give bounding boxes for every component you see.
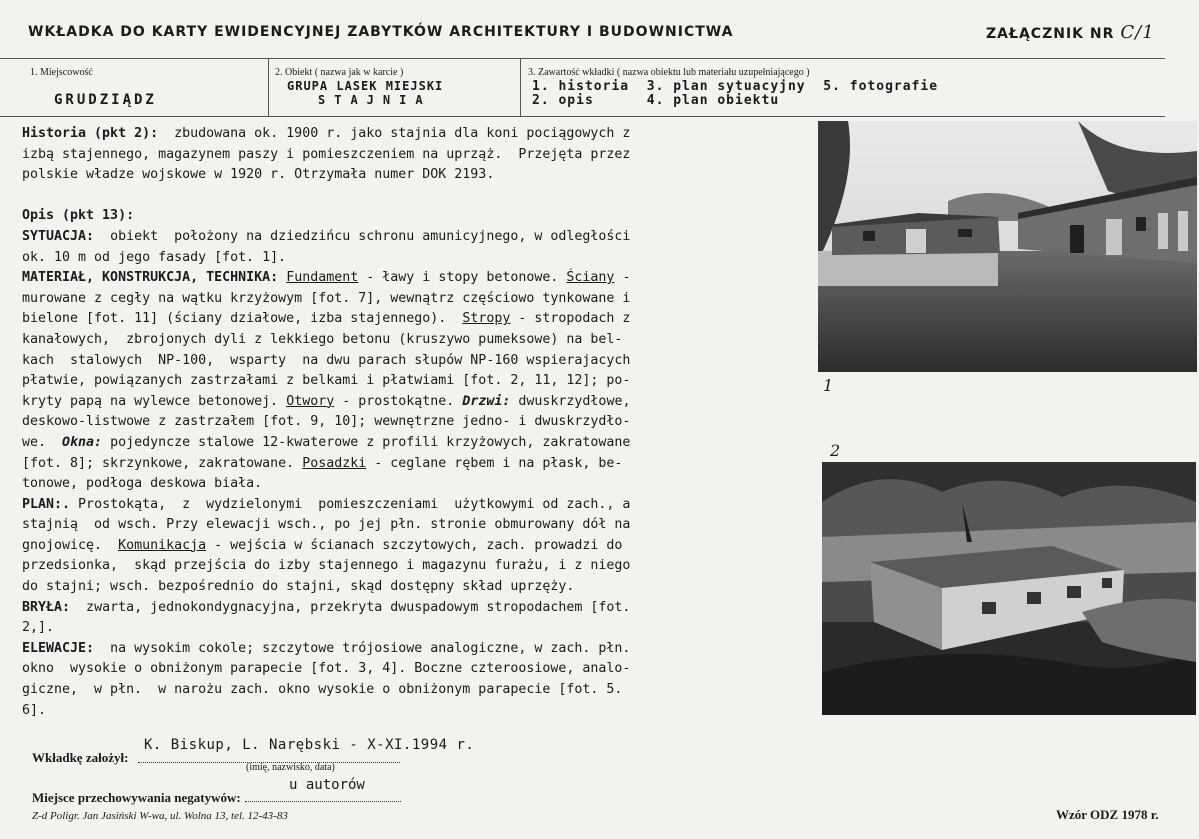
field-1-label: 1. Miejscowość <box>30 67 93 78</box>
sytuacja-label: SYTUACJA: <box>22 228 95 244</box>
plan-line2: stajnią od wsch. Przy elewacji wsch., po jej płn. stronie obmurowany dół na <box>22 517 631 533</box>
material-line3b: - stropodach z <box>510 311 631 327</box>
author-hint: (imię, nazwisko, data) <box>246 762 335 773</box>
material-line10a: [fot. 8]; skrzynkowe, zakratowane. <box>22 455 303 471</box>
elewacje-line3: giczne, w płn. w narożu zach. okno wysokie o obniżonym parapecie [fot. 5. <box>22 682 623 698</box>
plan-line4: przedsionka, skąd przejścia do izby stajennego i magazynu furażu, i z niego <box>22 558 631 574</box>
material-line2: murowane z cegły na wątku krzyżowym [fot. 7], wewnątrz częściowo tynkowane i <box>22 290 631 306</box>
elewacje-line4: 6]. <box>22 702 47 718</box>
document-title: WKŁADKA DO KARTY EWIDENCYJNEJ ZABYTKÓW ARCHITEKTURY I BUDOWNICTWA <box>28 24 734 40</box>
photo-1-stable-courtyard <box>818 121 1197 372</box>
sytuacja-line2: ok. 10 m od jego fasady [fot. 1]. <box>22 249 287 265</box>
material-line5: kach stalowych NP-100, wsparty na dwu parach słupów NP-160 wspierajacych <box>22 352 631 368</box>
posadzki-term: Posadzki <box>302 455 367 471</box>
material-line1-end: - <box>614 270 631 286</box>
author-label: Wkładkę założył: <box>32 750 129 765</box>
form-template: Wzór ODZ 1978 r. <box>1056 807 1159 822</box>
material-line1-text: - ławy i stopy betonowe. <box>358 270 567 286</box>
material-line9a: we. <box>22 434 63 450</box>
material-line7c: dwuskrzydłowe, <box>510 393 631 409</box>
header-rule-bottom <box>0 116 1165 117</box>
storage-label: Miejsce przechowywania negatywów: <box>32 790 241 805</box>
material-line8: deskowo-listwowe z zastrzałem [fot. 9, 10]; wewnętrzne jedno- i dwuskrzydło- <box>22 414 631 430</box>
otwory-term: Otwory <box>286 393 335 409</box>
sciany-term: Ściany <box>566 270 615 286</box>
annex-label: ZAŁĄCZNIK NR <box>986 26 1115 42</box>
field-3-line2: 2. opis 4. plan obiektu <box>532 93 780 108</box>
opis-label: Opis (pkt 13): <box>22 208 135 224</box>
field-3-line1: 1. historia 3. plan sytuacyjny 5. fotografie <box>532 79 939 94</box>
annex-value: C/1 <box>1120 22 1155 43</box>
plan-line3b: - wejścia w ścianach szczytowych, zach. prowadzi do <box>206 537 623 553</box>
okna-term: Okna: <box>62 434 103 450</box>
plan-label: PLAN:. <box>22 496 71 512</box>
bryla-label: BRYŁA: <box>22 599 71 615</box>
historia-line1: zbudowana ok. 1900 r. jako stajnia dla koni pociągowych z <box>158 126 631 141</box>
sytuacja-line1: obiekt położony na dziedzińcu schronu amunicyjnego, w odległości <box>94 228 631 244</box>
elewacje-label: ELEWACJE: <box>22 640 95 656</box>
historia-line3: polskie władze wojskowe w 1920 r. Otrzymała numer DOK 2193. <box>22 167 495 183</box>
material-line6: płatwie, powiązanych zastrzałami z belkami i płatwiami [fot. 2, 11, 12]; po- <box>22 373 631 389</box>
komunikacja-term: Komunikacja <box>118 537 207 553</box>
field-2-value-line2: STAJNIA <box>318 93 432 107</box>
annex-number <box>986 22 1155 43</box>
field-divider-1 <box>268 58 269 116</box>
photo-1-caption: 1 <box>823 376 834 395</box>
author-value: K. Biskup, L. Narębski - X-XI.1994 r. <box>144 737 475 753</box>
field-2-label: 2. Obiekt ( nazwa jak w karcie ) <box>275 67 404 78</box>
material-line7b: - prostokątne. <box>334 393 463 409</box>
elewacje-line1: na wysokim cokole; szczytowe trójosiowe analogiczne, w zach. płn. <box>94 640 631 656</box>
drzwi-term: Drzwi: <box>462 393 511 409</box>
field-divider-2 <box>520 58 521 116</box>
elewacje-line2: okno wysokie o obniżonym parapecie [fot. 3, 4]. Boczne czteroosiowe, analo- <box>22 661 631 677</box>
plan-line1: Prostokąta, z wydzielonymi pomieszczeniami użytkowymi od zach., a <box>70 496 631 512</box>
storage-dotted-line <box>245 801 401 802</box>
plan-line5: do stajni; wsch. bezpośrednio do stajni, skąd dostępny skład uprzęży. <box>22 579 575 595</box>
printer-note: Z-d Poligr. Jan Jasiński W-wa, ul. Wolna 13, tel. 12-43-83 <box>32 810 288 822</box>
photo-2-caption: 2 <box>830 441 841 460</box>
field-1-value: GRUDZIĄDZ <box>54 92 157 108</box>
historia-line2: izbą stajennego, magazynem paszy i pomieszczeniem na uprząż. Przejęta przez <box>22 146 631 162</box>
material-line11: tonowe, podłoga deskowa biała. <box>22 476 263 492</box>
description-body <box>22 124 798 721</box>
material-label: MATERIAŁ, KONSTRUKCJA, TECHNIKA: <box>22 270 279 286</box>
material-line10b: - ceglane rębem i na płask, be- <box>366 455 623 471</box>
storage-value: u autorów <box>289 777 365 793</box>
plan-line3a: gnojowicę. <box>22 537 119 553</box>
field-2-value-line1: GRUPA LASEK MIEJSKI <box>287 79 444 93</box>
material-line3a: bielone [fot. 11] (ściany działowe, izba stajennego). <box>22 311 463 327</box>
material-line7a: kryty papą na wylewce betonowej. <box>22 393 287 409</box>
photo-2-stable-aerial <box>822 462 1196 715</box>
fundament-term: Fundament <box>286 270 359 286</box>
material-line4: kanałowych, zbrojonych dyli z lekkiego betonu (kruszywo pumeksowe) na bel- <box>22 331 623 347</box>
historia-label: Historia (pkt 2): <box>22 126 159 141</box>
bryla-line1: zwarta, jednokondygnacyjna, przekryta dwuspadowym stropodachem [fot. <box>70 599 631 615</box>
header-rule-top <box>0 58 1165 59</box>
stropy-term: Stropy <box>462 311 511 327</box>
field-3-label: 3. Zawartość wkładki ( nazwa obiektu lub materiału uzupełniającego ) <box>528 67 810 78</box>
material-line9b: pojedyncze stalowe 12-kwaterowe z profili krzyżowych, zakratowane <box>102 434 631 450</box>
bryla-line2: 2,]. <box>22 620 55 636</box>
